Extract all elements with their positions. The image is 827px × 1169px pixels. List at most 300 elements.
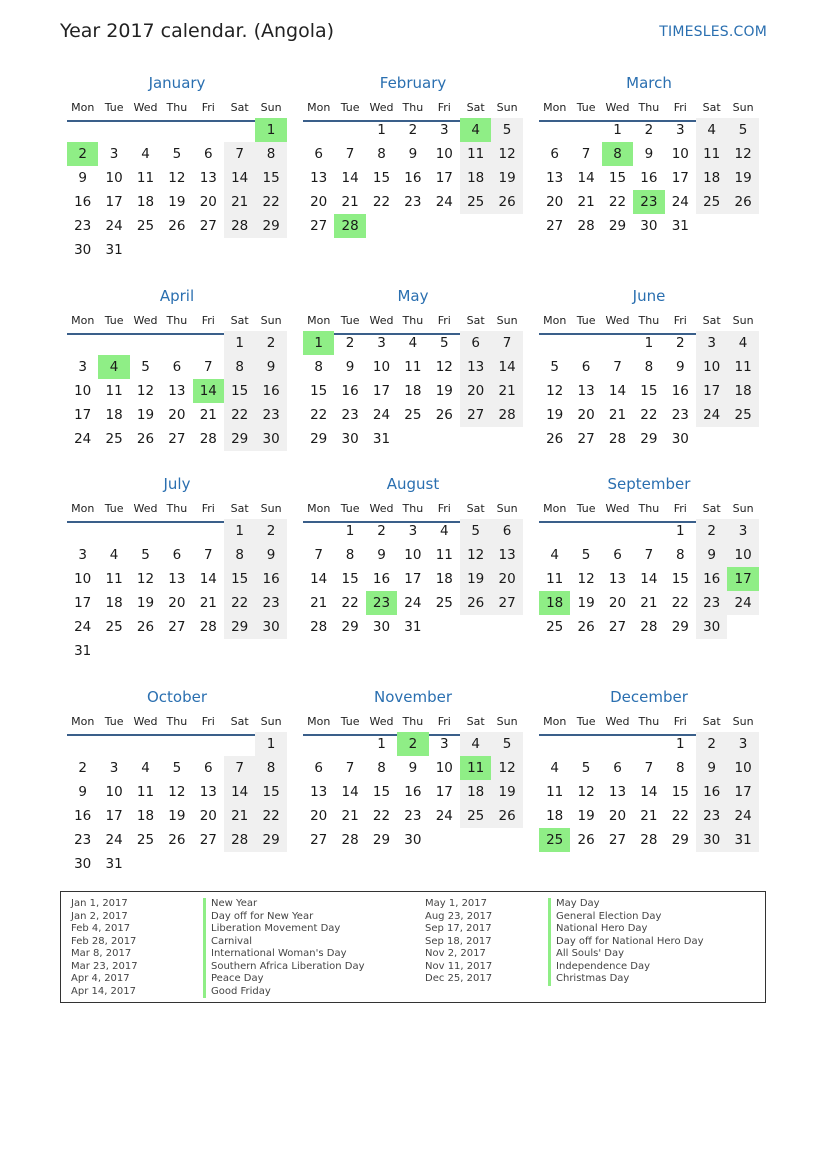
day-cell: 15 (671, 571, 689, 587)
day-cell: 15 (608, 170, 627, 186)
day-cell: 20 (168, 595, 186, 611)
day-cell: 14 (341, 170, 359, 186)
weekday-header: Tue (340, 314, 360, 327)
weekday-header: Fri (673, 715, 687, 728)
month-may (303, 287, 525, 487)
day-cell: 14 (224, 780, 255, 804)
weekday-header: Thu (638, 101, 660, 114)
weekday-header: Fri (437, 715, 451, 728)
day-cell: 22 (255, 804, 286, 828)
day-cell: 7 (203, 547, 213, 563)
day-cell: 19 (168, 194, 186, 210)
day-cell: 17 (372, 383, 391, 399)
day-cell: 25 (727, 403, 758, 427)
month-june (539, 287, 761, 487)
day-cell: 7 (224, 756, 255, 780)
month-november (303, 688, 525, 888)
day-cell: 1 (377, 736, 386, 752)
day-cell: 26 (577, 832, 595, 848)
day-cell: 26 (491, 804, 522, 828)
day-cell: 25 (105, 431, 123, 447)
weekday-header: Sun (260, 502, 282, 515)
weekday-header: Thu (638, 502, 660, 515)
day-cell: 17 (74, 407, 92, 423)
legend-names-col-1 (203, 898, 365, 998)
day-cell: 28 (640, 619, 658, 635)
day-cell: 18 (460, 780, 491, 804)
day-cell: 7 (203, 359, 213, 375)
day-cell: 5 (172, 760, 182, 776)
day-cell: 28 (224, 828, 255, 852)
weekday-header: Tue (104, 502, 124, 515)
day-cell: 16 (74, 808, 92, 824)
weekday-header: Mon (71, 314, 95, 327)
day-cell: 28 (640, 832, 658, 848)
weekday-header: Tue (340, 101, 360, 114)
day-cell: 26 (168, 218, 186, 234)
day-cell: 17 (404, 571, 422, 587)
day-cell: 22 (671, 808, 689, 824)
holiday-day-cell: 1 (303, 331, 334, 355)
day-cell: 21 (491, 379, 522, 403)
day-cell: 16 (640, 170, 658, 186)
holiday-day-cell: 18 (539, 591, 570, 615)
day-cell: 14 (640, 571, 658, 587)
day-cell: 7 (224, 142, 255, 166)
day-cell: 24 (671, 194, 689, 210)
day-cell: 9 (408, 760, 418, 776)
brand-link[interactable]: TIMESLES.COM (659, 24, 767, 40)
day-cell: 20 (168, 407, 186, 423)
day-cell: 7 (613, 359, 622, 375)
day-cell: 23 (696, 804, 727, 828)
day-cell: 12 (546, 383, 564, 399)
day-cell: 24 (372, 407, 391, 423)
day-cell: 14 (224, 166, 255, 190)
day-cell: 12 (491, 756, 522, 780)
day-cell: 9 (696, 756, 727, 780)
holiday-legend (60, 891, 766, 1003)
day-cell: 1 (255, 732, 286, 756)
day-cell: 18 (136, 194, 155, 210)
day-cell: 31 (372, 431, 391, 447)
day-cell: 18 (105, 595, 123, 611)
day-cell: 8 (345, 547, 355, 563)
holiday-date: Apr 14, 2017 (71, 985, 137, 997)
day-cell: 13 (168, 383, 186, 399)
day-cell: 7 (314, 547, 323, 563)
day-cell: 19 (168, 808, 186, 824)
weekday-header: Tue (576, 314, 596, 327)
day-cell: 7 (644, 547, 654, 563)
day-cell: 5 (460, 519, 491, 543)
day-cell: 10 (671, 146, 689, 162)
weekday-header: Sat (466, 314, 485, 327)
day-cell: 30 (74, 242, 92, 258)
day-cell: 1 (675, 523, 685, 539)
day-cell: 20 (460, 379, 491, 403)
day-cell: 7 (581, 146, 591, 162)
day-cell: 1 (675, 736, 685, 752)
day-cell: 30 (640, 218, 658, 234)
day-cell: 14 (341, 784, 359, 800)
holiday-day-cell: 17 (727, 567, 758, 591)
day-cell: 21 (199, 595, 217, 611)
day-cell: 13 (199, 784, 217, 800)
day-cell: 1 (224, 331, 255, 355)
day-cell: 8 (644, 359, 654, 375)
weekday-header: Fri (673, 101, 687, 114)
day-cell: 3 (439, 736, 449, 752)
day-cell: 24 (727, 591, 758, 615)
day-cell: 21 (341, 194, 359, 210)
day-cell: 29 (640, 431, 658, 447)
day-cell: 14 (577, 170, 595, 186)
holiday-date: Dec 25, 2017 (425, 973, 493, 984)
day-cell: 16 (372, 571, 391, 587)
day-cell: 7 (345, 146, 355, 162)
day-cell: 29 (671, 832, 689, 848)
day-cell: 19 (491, 780, 522, 804)
weekday-header: Thu (402, 502, 424, 515)
month-name: February (379, 74, 447, 92)
weekday-header: Tue (104, 715, 124, 728)
weekday-header: Tue (104, 314, 124, 327)
day-cell: 8 (224, 543, 255, 567)
day-cell: 26 (460, 591, 491, 615)
holiday-name: May Day (548, 898, 704, 911)
day-cell: 29 (341, 619, 359, 635)
day-cell: 27 (310, 832, 328, 848)
day-cell: 11 (696, 142, 727, 166)
holiday-day-cell: 23 (366, 591, 397, 615)
day-cell: 30 (696, 615, 727, 639)
holiday-day-cell: 1 (255, 118, 286, 142)
weekday-header: Thu (402, 101, 424, 114)
day-cell: 27 (168, 431, 186, 447)
day-cell: 11 (136, 170, 155, 186)
day-cell: 27 (310, 218, 328, 234)
day-cell: 17 (105, 194, 123, 210)
day-cell: 26 (491, 190, 522, 214)
holiday-date: May 1, 2017 (425, 898, 488, 909)
weekday-header: Fri (201, 101, 215, 114)
day-cell: 27 (546, 218, 564, 234)
day-cell: 6 (460, 331, 491, 355)
weekday-header: Wed (605, 502, 630, 515)
day-cell: 3 (696, 331, 727, 355)
day-cell: 8 (255, 142, 286, 166)
day-cell: 30 (255, 427, 286, 451)
day-cell: 14 (310, 571, 328, 587)
day-cell: 10 (435, 146, 453, 162)
weekday-header: Wed (133, 502, 158, 515)
weekday-header: Tue (340, 715, 360, 728)
day-cell: 11 (435, 547, 453, 563)
holiday-name: Day off for New Year (203, 911, 365, 924)
day-cell: 15 (372, 784, 391, 800)
weekday-header: Mon (307, 314, 331, 327)
day-cell: 13 (608, 784, 627, 800)
day-cell: 27 (460, 403, 491, 427)
weekday-header: Wed (605, 101, 630, 114)
day-cell: 10 (404, 547, 422, 563)
day-cell: 31 (671, 218, 689, 234)
day-cell: 30 (696, 828, 727, 852)
day-cell: 31 (727, 828, 758, 852)
day-cell: 26 (136, 431, 155, 447)
day-cell: 28 (491, 403, 522, 427)
day-cell: 10 (105, 170, 123, 186)
day-cell: 8 (224, 355, 255, 379)
day-cell: 4 (696, 118, 727, 142)
weekday-header: Sun (496, 715, 518, 728)
holiday-day-cell: 28 (334, 214, 365, 238)
month-august (303, 475, 525, 675)
day-cell: 12 (727, 142, 758, 166)
weekday-header: Fri (201, 314, 215, 327)
holiday-day-cell: 8 (602, 142, 633, 166)
day-cell: 11 (105, 383, 123, 399)
day-cell: 6 (172, 547, 182, 563)
month-name: October (146, 688, 208, 706)
day-cell: 27 (199, 832, 217, 848)
month-name: March (626, 74, 672, 92)
day-cell: 3 (109, 760, 119, 776)
holiday-name: Christmas Day (548, 973, 704, 986)
day-cell: 18 (546, 808, 564, 824)
day-cell: 21 (224, 804, 255, 828)
day-cell: 5 (141, 359, 150, 375)
weekday-header: Tue (340, 502, 360, 515)
day-cell: 13 (491, 543, 522, 567)
day-cell: 5 (172, 146, 182, 162)
day-cell: 2 (255, 331, 286, 355)
day-cell: 23 (255, 591, 286, 615)
day-cell: 31 (74, 643, 92, 659)
day-cell: 17 (74, 595, 92, 611)
day-cell: 6 (613, 760, 622, 776)
day-cell: 12 (435, 359, 453, 375)
day-cell: 4 (550, 547, 559, 563)
day-cell: 18 (136, 808, 155, 824)
month-december (539, 688, 761, 888)
day-cell: 25 (136, 218, 155, 234)
day-cell: 1 (644, 335, 654, 351)
day-cell: 28 (224, 214, 255, 238)
day-cell: 11 (546, 571, 564, 587)
holiday-date: Mar 23, 2017 (71, 960, 138, 972)
day-cell: 18 (696, 166, 727, 190)
day-cell: 18 (105, 407, 123, 423)
weekday-header: Tue (576, 502, 596, 515)
day-cell: 9 (696, 543, 727, 567)
day-cell: 27 (577, 431, 595, 447)
day-cell: 24 (435, 194, 453, 210)
day-cell: 14 (491, 355, 522, 379)
day-cell: 4 (109, 547, 119, 563)
day-cell: 12 (577, 571, 595, 587)
weekday-header: Wed (605, 715, 630, 728)
day-cell: 30 (341, 431, 359, 447)
holiday-date: Apr 4, 2017 (71, 973, 130, 984)
day-cell: 11 (136, 784, 155, 800)
day-cell: 24 (727, 804, 758, 828)
weekday-header: Fri (201, 502, 215, 515)
day-cell: 26 (168, 832, 186, 848)
day-cell: 18 (727, 379, 758, 403)
day-cell: 17 (435, 784, 453, 800)
day-cell: 13 (608, 571, 627, 587)
day-cell: 19 (460, 567, 491, 591)
weekday-header: Wed (369, 314, 394, 327)
day-cell: 26 (727, 190, 758, 214)
holiday-name: International Woman's Day (203, 948, 365, 961)
day-cell: 7 (345, 760, 355, 776)
day-cell: 3 (727, 732, 758, 756)
weekday-header: Thu (166, 101, 188, 114)
day-cell: 10 (74, 571, 92, 587)
weekday-header: Mon (543, 502, 567, 515)
day-cell: 17 (105, 808, 123, 824)
day-cell: 21 (577, 194, 595, 210)
weekday-header: Fri (673, 314, 687, 327)
weekday-header: Sun (732, 101, 754, 114)
day-cell: 14 (608, 383, 627, 399)
day-cell: 4 (141, 146, 150, 162)
month-name: April (159, 287, 195, 305)
day-cell: 16 (255, 567, 286, 591)
weekday-header: Fri (437, 314, 451, 327)
weekday-header: Mon (543, 101, 567, 114)
day-cell: 9 (255, 543, 286, 567)
weekday-header: Fri (201, 715, 215, 728)
holiday-date: Aug 23, 2017 (425, 910, 493, 922)
holiday-day-cell: 2 (67, 142, 98, 166)
day-cell: 20 (310, 194, 328, 210)
weekday-header: Sat (230, 502, 249, 515)
day-cell: 10 (727, 756, 758, 780)
holiday-date: Feb 4, 2017 (71, 923, 131, 934)
day-cell: 12 (136, 383, 155, 399)
day-cell: 29 (224, 615, 255, 639)
day-cell: 19 (136, 407, 155, 423)
day-cell: 15 (372, 170, 391, 186)
day-cell: 29 (608, 218, 627, 234)
holiday-day-cell: 23 (633, 190, 664, 214)
day-cell: 22 (341, 595, 359, 611)
day-cell: 22 (255, 190, 286, 214)
day-cell: 13 (199, 170, 217, 186)
day-cell: 13 (460, 355, 491, 379)
holiday-name: General Election Day (548, 911, 704, 924)
day-cell: 18 (460, 166, 491, 190)
holiday-date: Feb 28, 2017 (71, 935, 137, 947)
day-cell: 25 (404, 407, 422, 423)
day-cell: 27 (168, 619, 186, 635)
day-cell: 31 (105, 242, 123, 258)
day-cell: 11 (460, 142, 491, 166)
day-cell: 25 (546, 619, 564, 635)
day-cell: 29 (671, 619, 689, 635)
day-cell: 9 (78, 170, 87, 186)
day-cell: 22 (640, 407, 658, 423)
legend-dates-col-1 (71, 898, 138, 998)
day-cell: 10 (727, 543, 758, 567)
day-cell: 19 (435, 383, 453, 399)
day-cell: 23 (696, 591, 727, 615)
holiday-day-cell: 11 (460, 756, 491, 780)
day-cell: 22 (372, 194, 391, 210)
holiday-day-cell: 4 (460, 118, 491, 142)
day-cell: 27 (608, 619, 627, 635)
weekday-header: Tue (576, 101, 596, 114)
weekday-header: Sun (260, 101, 282, 114)
page-title: Year 2017 calendar. (Angola) (60, 20, 335, 42)
weekday-header: Wed (605, 314, 630, 327)
day-cell: 20 (491, 567, 522, 591)
day-cell: 27 (199, 218, 217, 234)
day-cell: 8 (675, 547, 685, 563)
day-cell: 25 (435, 595, 453, 611)
holiday-date: Nov 2, 2017 (425, 948, 486, 959)
day-cell: 20 (199, 194, 217, 210)
day-cell: 28 (199, 619, 217, 635)
day-cell: 1 (377, 122, 386, 138)
day-cell: 29 (255, 214, 286, 238)
holiday-name: New Year (203, 898, 365, 911)
day-cell: 29 (255, 828, 286, 852)
day-cell: 23 (404, 194, 422, 210)
day-cell: 19 (727, 166, 758, 190)
day-cell: 15 (341, 571, 359, 587)
day-cell: 4 (141, 760, 150, 776)
holiday-name: Good Friday (203, 986, 365, 999)
legend-dates-col-2 (425, 898, 492, 986)
weekday-header: Sun (260, 314, 282, 327)
day-cell: 12 (136, 571, 155, 587)
day-cell: 21 (608, 407, 627, 423)
day-cell: 11 (404, 359, 422, 375)
holiday-date: Sep 18, 2017 (425, 935, 492, 947)
day-cell: 19 (491, 166, 522, 190)
day-cell: 3 (377, 335, 386, 351)
weekday-header: Fri (437, 101, 451, 114)
holiday-date: Mar 8, 2017 (71, 948, 132, 959)
month-name: September (607, 475, 691, 493)
weekday-header: Sat (702, 502, 721, 515)
day-cell: 19 (577, 808, 595, 824)
day-cell: 29 (372, 832, 391, 848)
day-cell: 25 (460, 804, 491, 828)
holiday-day-cell: 25 (539, 828, 570, 852)
month-name: November (373, 688, 453, 706)
day-cell: 23 (341, 407, 359, 423)
day-cell: 21 (341, 808, 359, 824)
day-cell: 3 (408, 523, 418, 539)
day-cell: 30 (255, 615, 286, 639)
day-cell: 15 (310, 383, 328, 399)
month-february (303, 74, 525, 274)
holiday-name: National Hero Day (548, 923, 704, 936)
day-cell: 20 (546, 194, 564, 210)
day-cell: 23 (404, 808, 422, 824)
weekday-header: Mon (71, 101, 95, 114)
holiday-name: Southern Africa Liberation Day (203, 961, 365, 974)
day-cell: 3 (109, 146, 119, 162)
holiday-name: All Souls' Day (548, 948, 704, 961)
day-cell: 21 (199, 407, 217, 423)
